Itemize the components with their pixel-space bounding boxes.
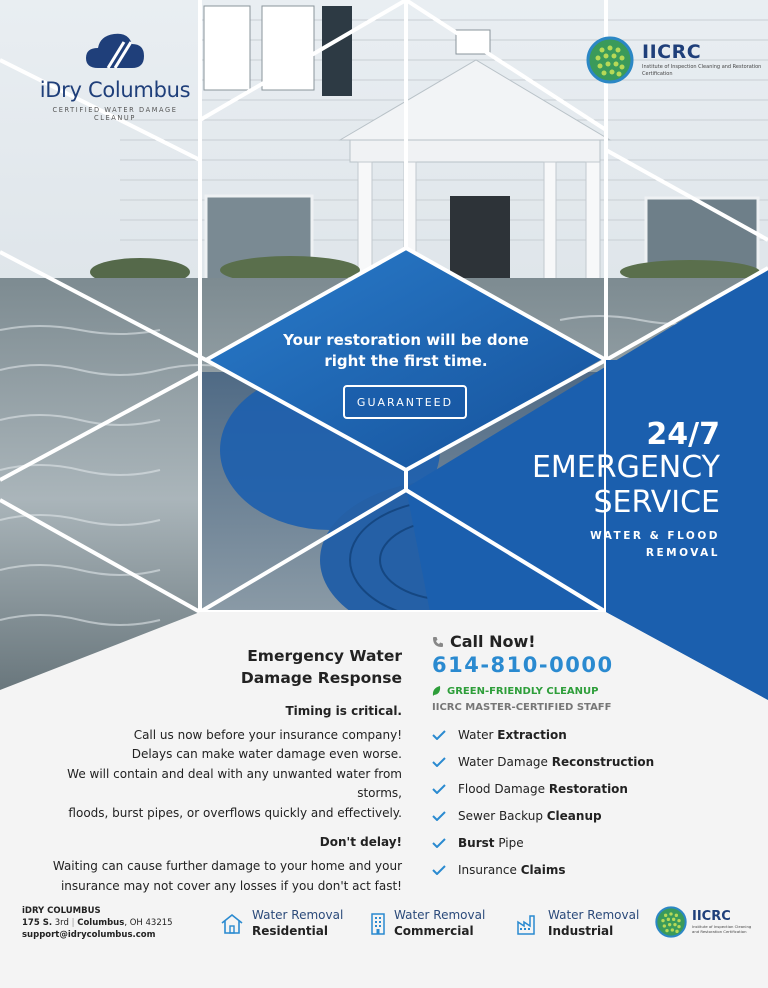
response-heading: [30, 645, 402, 690]
dont-delay-subheading: Don't delay!: [319, 835, 402, 850]
emergency-sub-line-2: REMOVAL: [645, 546, 720, 559]
iicrc-logo-top: [586, 36, 762, 84]
service-text: Flood Damage Restoration: [458, 781, 628, 796]
service-text: Water Extraction: [458, 727, 567, 742]
contact-section: [432, 632, 752, 883]
service-text: Sewer Backup Cleanup: [458, 808, 602, 823]
dont-delay-body-line: insurance may not cover any losses if you don't act fast!: [60, 878, 402, 893]
service-text: Water Damage Reconstruction: [458, 754, 655, 769]
footer-industrial-text: Water Removal Industrial: [548, 908, 640, 938]
footer-industrial: [516, 908, 639, 939]
certified-staff-label: IICRC MASTER-CERTIFIED STAFF: [432, 702, 612, 713]
footer-street: 175 S. 3rd | Columbus, OH 43215: [22, 917, 173, 928]
phone-number[interactable]: 614-810-0000: [432, 653, 614, 677]
guarantee-text: [262, 330, 550, 372]
iicrc-name: IICRC: [642, 41, 702, 64]
response-body: [30, 726, 402, 823]
guaranteed-badge: GUARANTEED: [343, 385, 467, 419]
dont-delay-body-line: Waiting can cause further damage to your home and your: [52, 859, 402, 874]
emergency-subtitle: [532, 528, 720, 562]
leaf-icon: [432, 685, 441, 697]
guarantee-line-1: Your restoration will be done: [283, 331, 529, 349]
dont-delay-body: [30, 857, 402, 896]
response-heading-line-2: Damage Response: [240, 669, 402, 688]
response-section: [30, 645, 402, 896]
check-icon: [432, 730, 446, 740]
brand-name: iDry Columbus: [39, 78, 191, 102]
services-list: [432, 721, 752, 883]
factory-icon: [516, 912, 540, 936]
check-icon: [432, 865, 446, 875]
brand-logo: [30, 28, 200, 122]
phone-icon: [432, 636, 444, 648]
iicrc-logo-bottom: [655, 906, 756, 938]
service-item: [432, 748, 752, 775]
green-friendly-label: GREEN-FRIENDLY CLEANUP: [447, 685, 599, 697]
service-item: [432, 856, 752, 883]
response-body-line: Delays can make water damage even worse.: [131, 747, 402, 762]
service-item: [432, 802, 752, 829]
service-title: SERVICE: [593, 484, 720, 520]
footer-commercial-text: Water Removal Commercial: [394, 908, 486, 938]
check-icon: [432, 784, 446, 794]
footer-address: [22, 906, 173, 942]
iicrc-globe-icon: [655, 906, 687, 938]
service-text: Burst Pipe: [458, 835, 524, 850]
timing-subheading: Timing is critical.: [285, 703, 402, 718]
iicrc-fullname-bottom: Institute of Inspection Cleaning and Restoration Certification: [692, 923, 752, 934]
brand-tagline: CERTIFIED WATER DAMAGE CLEANUP: [52, 106, 178, 122]
footer-commercial: [370, 908, 485, 939]
service-text: Insurance Claims: [458, 862, 566, 877]
footer-email[interactable]: support@idrycolumbus.com: [22, 929, 156, 940]
call-now-row: [432, 632, 752, 651]
service-item: [432, 721, 752, 748]
green-friendly-row: [432, 685, 752, 697]
iicrc-fullname: Institute of Inspection Cleaning and Restoration Certification: [642, 64, 762, 77]
service-item: [432, 829, 752, 856]
iicrc-globe-icon: [586, 36, 634, 84]
cloud-logo-icon: [84, 28, 146, 72]
house-icon: [220, 912, 244, 936]
response-body-line: floods, burst pipes, or overflows quickly and effectively.: [68, 805, 402, 820]
check-icon: [432, 757, 446, 767]
check-icon: [432, 838, 446, 848]
building-icon: [370, 912, 386, 936]
iicrc-name-bottom: IICRC: [692, 908, 731, 924]
response-body-line: Call us now before your insurance company!: [133, 727, 402, 742]
footer-residential: [220, 908, 343, 939]
emergency-title: EMERGENCY: [531, 450, 720, 485]
guarantee-line-2: right the first time.: [324, 352, 488, 370]
emergency-service-block: [532, 418, 720, 562]
response-body-line: We will contain and deal with any unwanted water from storms,: [67, 766, 402, 801]
check-icon: [432, 811, 446, 821]
emergency-24-7: 24/7: [646, 417, 720, 452]
service-item: [432, 775, 752, 802]
call-now-label: Call Now!: [450, 632, 536, 651]
footer-company: iDRY COLUMBUS: [22, 906, 101, 916]
emergency-sub-line-1: WATER & FLOOD: [590, 530, 720, 542]
footer-residential-text: Water Removal Residential: [252, 908, 344, 938]
response-heading-line-1: Emergency Water: [247, 647, 402, 665]
